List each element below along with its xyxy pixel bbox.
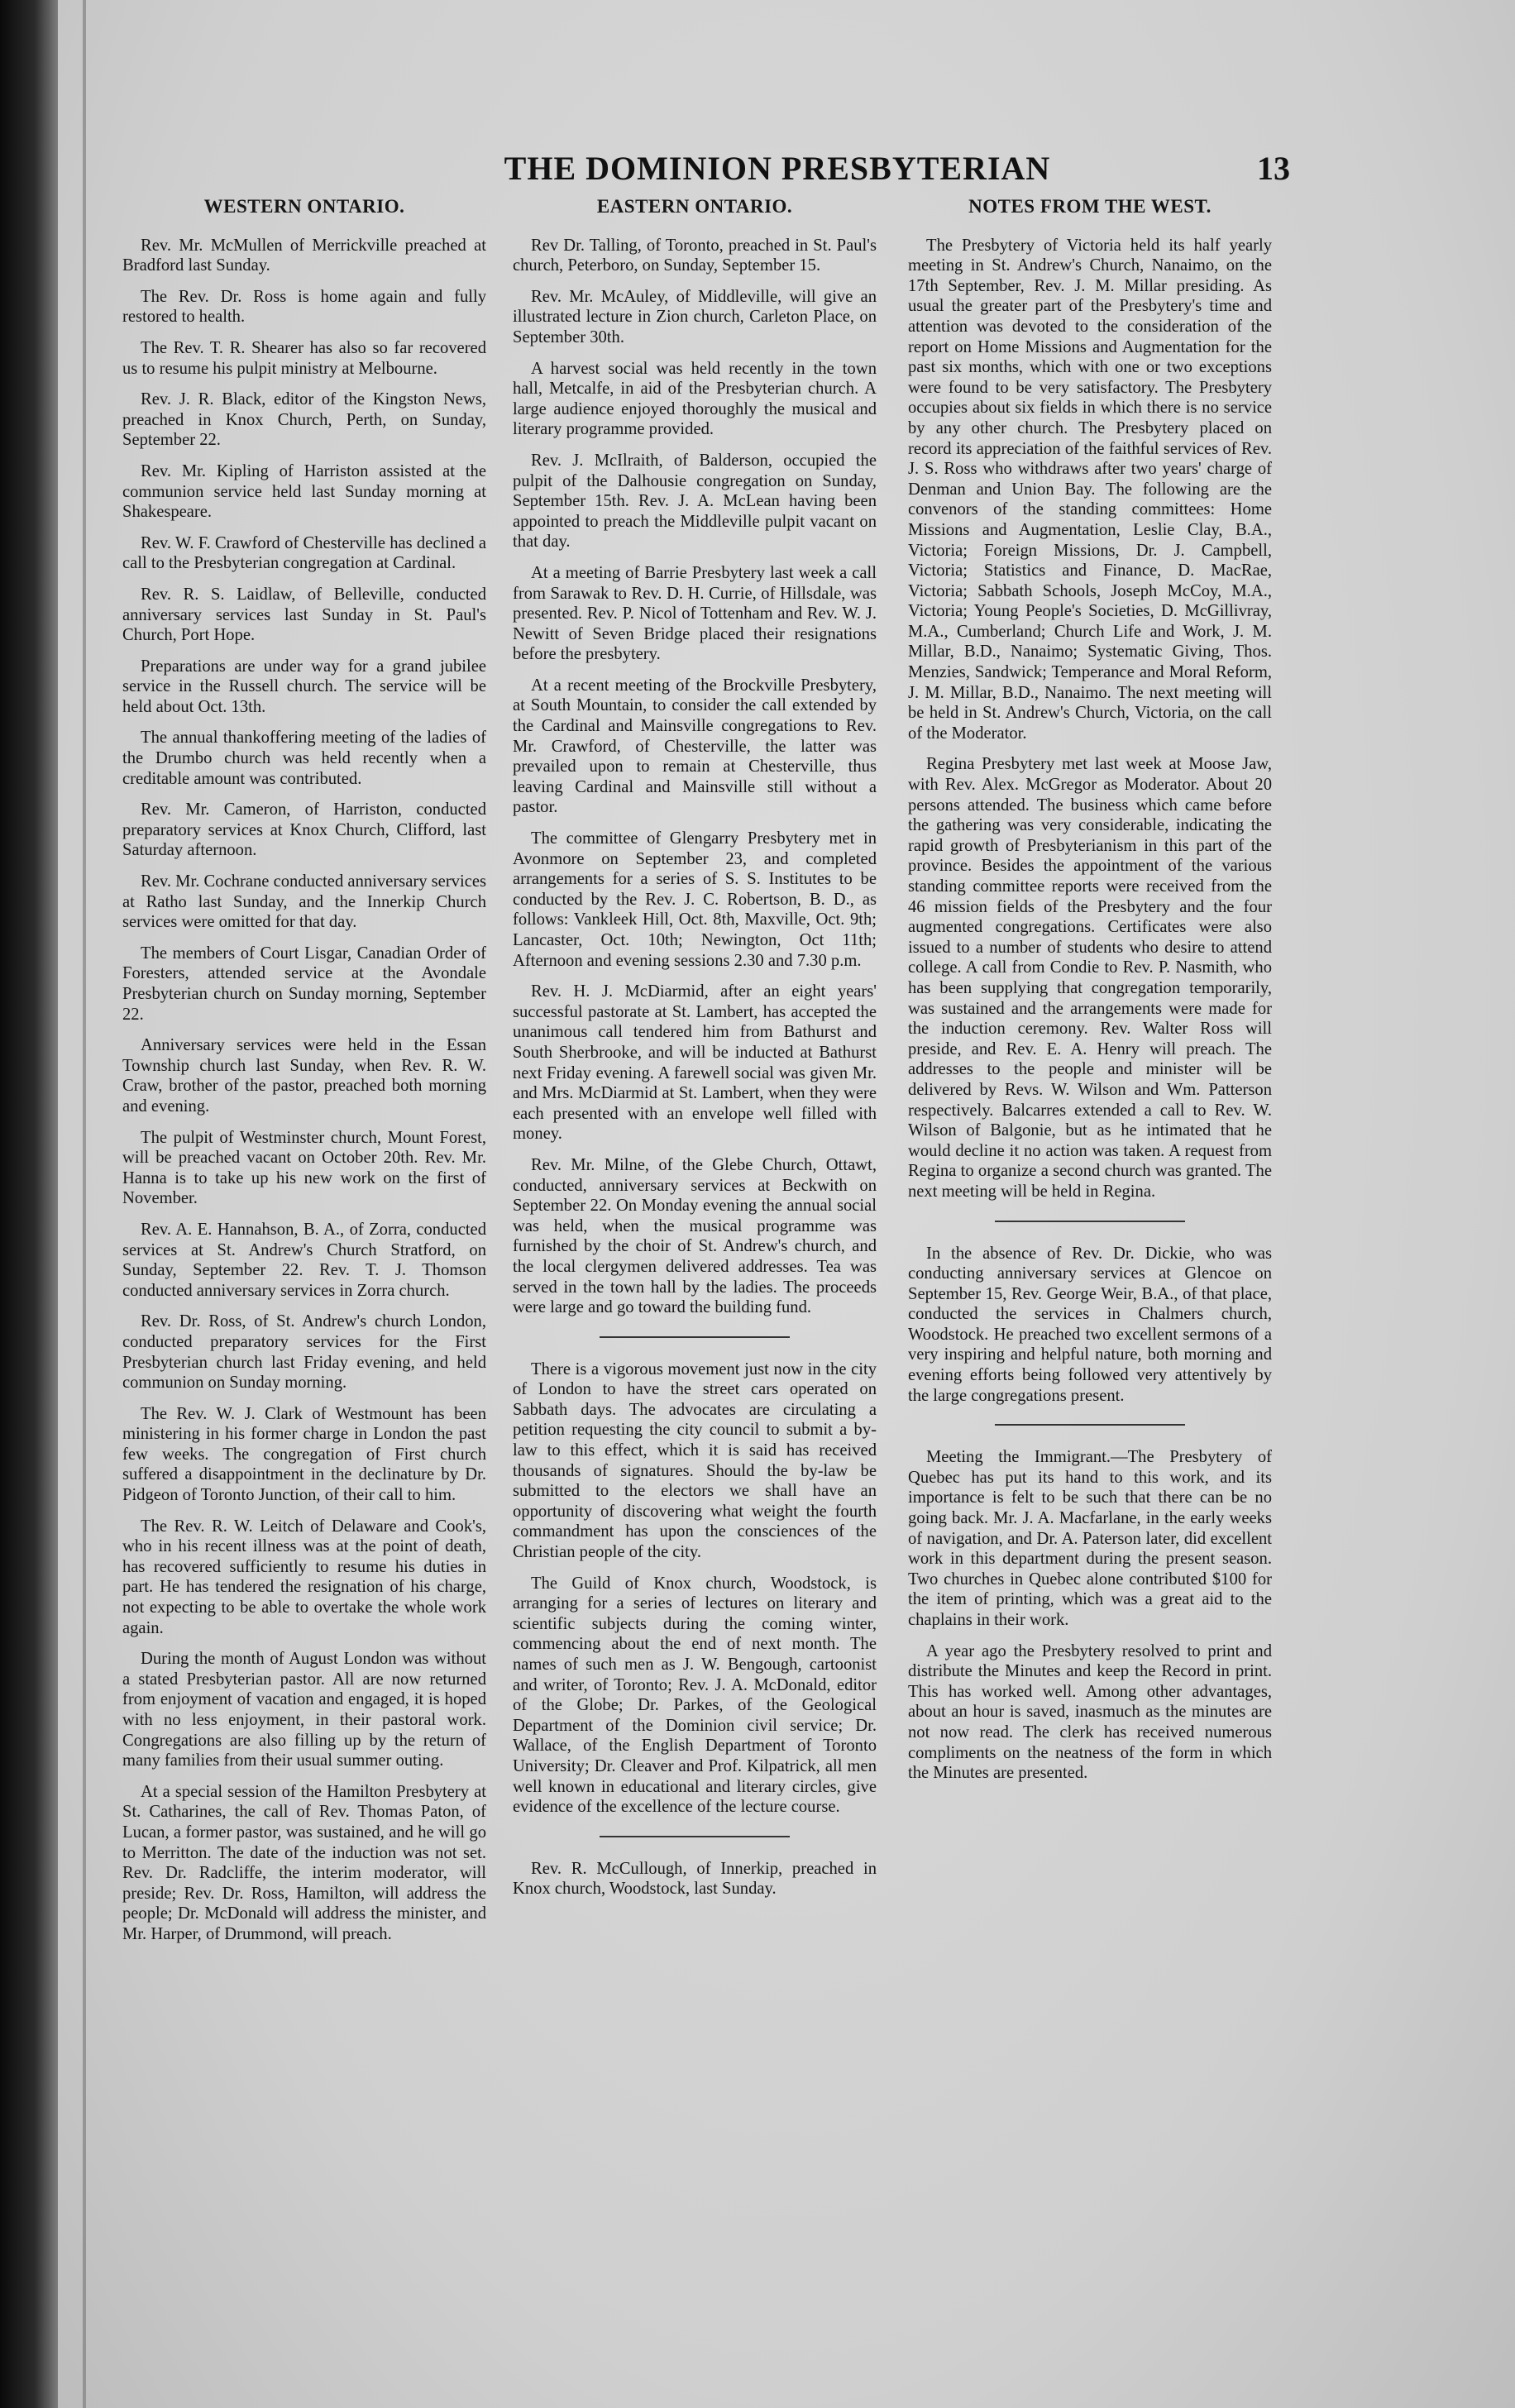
column-notes-from-the-west — [908, 197, 1272, 1794]
column-heading: NOTES FROM THE WEST. — [968, 196, 1212, 217]
article-paragraph: Rev. H. J. McDiarmid, after an eight years' successful pastorate at St. Lambert, has accepted the unanimous call tendered him from Bathurst and South Sherbrooke, and will be inducted at Bathurst next Friday evening. A farewell social was given Mr. and Mrs. McDiarmid at St. Lambert, when they were each presented with an envelope well filled with money. — [513, 982, 877, 1144]
article-paragraph: The Rev. W. J. Clark of Westmount has been ministering in his former charge in London the past few weeks. The congregation of First church suffered a disappointment in the declinature by Dr. Pidgeon of Toronto Junction, of their call to him. — [122, 1404, 486, 1505]
article-paragraph: In the absence of Rev. Dr. Dickie, who was conducting anniversary services at Glencoe on September 15, Rev. George Weir, B.A., of that place, conducted the services in Chalmers church, Woodstock. He preached two excellent sermons of a very inspiring and helpful nature, both morning and evening efforts being followed very attentively by the large congregations present. — [908, 1244, 1272, 1405]
article-paragraph: Meeting the Immigrant.—The Presbytery of Quebec has put its hand to this work, and its importance is felt to be such that there can be no going back. Mr. J. A. Macfarlane, in the early weeks of navigation, and Dr. A. Paterson later, did excellent work in this department during the present season. Two churches in Quebec alone contributed $100 for the item of printing, which was a great aid to the chaplains in their work. — [908, 1448, 1272, 1629]
article-paragraph: Rev. Mr. McAuley, of Middleville, will give an illustrated lecture in Zion church, Carleton Place, on September 30th. — [513, 287, 877, 346]
paragraph-list — [122, 236, 486, 1945]
article-paragraph: Rev. Mr. Milne, of the Glebe Church, Ottawt, conducted, anniversary services at Beckwith on September 22. On Monday evening the annual social was held, when the musical programme was furnished by the choir of St. Andrew's church, and the local clergymen delivered addresses. Tea was served in the town hall by the ladies. The proceeds were large and go toward the building fund. — [513, 1155, 877, 1317]
article-paragraph: Rev. Dr. Ross, of St. Andrew's church London, conducted preparatory services for the First Presbyterian church last Friday evening, and held communion on Sunday morning. — [122, 1312, 486, 1393]
column-eastern-ontario — [513, 197, 877, 1910]
article-paragraph: During the month of August London was without a stated Presbyterian pastor. All are now returned from enjoyment of vacation and engaged, it is hoped with no less enjoyment, in their pastoral work. Congregations are also filling up by the return of many families from their usual summer outing. — [122, 1650, 486, 1770]
article-paragraph: There is a vigorous movement just now in the city of London to have the street cars operated on Sabbath days. The advocates are circulating a petition requesting the city council to submit a by-law to this effect, which it is said has received thousands of signatures. Should the by-law be submitted to the electors we shall have an opportunity of discovering what weight the fourth commandment has upon the consciences of the Christian people of the city. — [513, 1359, 877, 1562]
paragraph-list — [513, 236, 877, 1318]
article-paragraph: Anniversary services were held in the Essan Township church last Sunday, when Rev. R. W. Craw, brother of the pastor, preached both morning and evening. — [122, 1036, 486, 1116]
column-western-ontario — [122, 197, 486, 1956]
section-divider — [600, 1336, 790, 1338]
paragraph-list — [513, 1859, 877, 1899]
article-paragraph: At a meeting of Barrie Presbytery last week a call from Sarawak to Rev. D. H. Currie, of Hillsdale, was presented. Rev. P. Nicol of Tottenham and Rev. W. J. Newitt of Seven Bridge placed their resignations before the presbytery. — [513, 563, 877, 664]
article-paragraph: Rev. Mr. Kipling of Harriston assisted at the communion service held last Sunday morning at Shakespeare. — [122, 461, 486, 522]
article-paragraph: The committee of Glengarry Presbytery met in Avonmore on September 23, and completed arrangements for a series of S. S. Institutes to be conducted by the Rev. J. C. Robertson, B. D., as follows: Vankleek Hill, Oct. 8th, Maxville, Oct. 9th; Lancaster, Oct. 10th; Newington, Oct 11th; Afternoon and evening sessions 2.30 and 7.30 p.m. — [513, 829, 877, 970]
article-paragraph: The pulpit of Westminster church, Mount Forest, will be preached vacant on October 20th. Rev. Mr. Hanna is to take up his new work on the first of November. — [122, 1128, 486, 1208]
article-paragraph: The Rev. R. W. Leitch of Delaware and Cook's, who in his recent illness was at the point of death, has recovered sufficiently to resume his duties in part. He has tendered the resignation of his charge, not expecting to be able to overtake the whole work again. — [122, 1517, 486, 1637]
article-paragraph: Rev. J. R. Black, editor of the Kingston News, preached in Knox Church, Perth, on Sunday, September 22. — [122, 390, 486, 450]
paragraph-list — [908, 236, 1272, 1202]
page-fold — [83, 0, 86, 2408]
article-paragraph: Rev. Mr. Cameron, of Harriston, conducted preparatory services at Knox Church, Clifford, last Saturday afternoon. — [122, 800, 486, 860]
article-paragraph: The Guild of Knox church, Woodstock, is arranging for a series of lectures on literary and scientific subjects during the coming winter, commencing about the end of next month. The names of such men as J. W. Bengough, cartoonist and writer, of Toronto; Rev. J. A. McDonald, editor of the Globe; Dr. Parkes, of the Geological Department of the Dominion civil service; Dr. Wallace, of the English Department of Toronto University; Dr. Cleaver and Prof. Kilpatrick, all men well known in educational and literary circles, give evidence of the excellence of the lecture course. — [513, 1574, 877, 1817]
section-divider — [995, 1221, 1185, 1222]
book-binding — [0, 0, 58, 2408]
article-paragraph: At a recent meeting of the Brockville Presbytery, at South Mountain, to consider the call extended by the Cardinal and Mainsville congregations to Rev. Mr. Crawford, of Chesterville, the latter was prevailed upon to remain at Chesterville, thus leaving Cardinal and Mainsville still without a pastor. — [513, 676, 877, 817]
column-heading: WESTERN ONTARIO. — [203, 196, 405, 217]
paragraph-list — [513, 1359, 877, 1818]
article-paragraph: Rev. R. S. Laidlaw, of Belleville, conducted anniversary services last Sunday in St. Paul's Church, Port Hope. — [122, 585, 486, 645]
column-heading: EASTERN ONTARIO. — [596, 196, 793, 217]
article-paragraph: Rev. A. E. Hannahson, B. A., of Zorra, conducted services at St. Andrew's Church Stratford, on Sunday, September 22. Rev. T. J. Thomson conducted anniversary services in Zorra church. — [122, 1220, 486, 1300]
article-paragraph: Preparations are under way for a grand jubilee service in the Russell church. The service will be held about Oct. 13th. — [122, 657, 486, 716]
article-paragraph: At a special session of the Hamilton Presbytery at St. Catharines, the call of Rev. Thomas Paton, of Lucan, a former pastor, was sustained, and he will go to Merritton. The date of the induction was not set. Rev. Dr. Radcliffe, the interim moderator, will preside; Rev. Dr. Ross, Hamilton, will address the people; Dr. McDonald will address the minister, and Mr. Harper, of Drummond, will preach. — [122, 1782, 486, 1943]
article-paragraph: Rev. R. McCullough, of Innerkip, preached in Knox church, Woodstock, last Sunday. — [513, 1859, 877, 1899]
article-paragraph: The Presbytery of Victoria held its half yearly meeting in St. Andrew's Church, Nanaimo, on the 17th September, Rev. J. M. Millar presiding. As usual the greater part of the Presbytery's time and attention was devoted to the consideration of the report on Home Missions and Augmentation for the past six months, which with one or two exceptions were found to be very satisfactory. The Presbytery occupies about six fields in which there is no service by any other church. The Presbytery placed on record its appreciation of the faithful services of Rev. J. S. Ross who withdraws after two years' charge of Denman and Union Bay. The following are the convenors of the standing committees: Home Missions and Augmentation, Leslie Clay, B.A., Victoria; Foreign Missions, Dr. J. Campbell, Victoria; Statistics and Finance, D. MacRae, Victoria; Sabbath Schools, Joseph McCoy, M.A., Victoria; Young People's Societies, D. McGillivray, M.A., Cumberland; Church Life and Work, J. M. Millar, B.D., Nanaimo; Systematic Giving, Thos. Menzies, Sandwick; Temperance and Moral Reform, J. M. Millar, B.D., Nanaimo. The next meeting will be held in St. Andrew's Church, Victoria, on the call of the Moderator. — [908, 236, 1272, 743]
paragraph-list — [908, 1447, 1272, 1784]
section-divider — [600, 1836, 790, 1837]
article-paragraph: Rev. Mr. McMullen of Merrickville preached at Bradford last Sunday. — [122, 236, 486, 275]
article-paragraph: Rev Dr. Talling, of Toronto, preached in St. Paul's church, Peterboro, on Sunday, September 15. — [513, 236, 877, 275]
paragraph-list — [908, 1244, 1272, 1407]
article-paragraph: The members of Court Lisgar, Canadian Order of Foresters, attended service at the Avondale Presbyterian church on Sunday morning, September 22. — [122, 944, 486, 1024]
article-paragraph: Rev. Mr. Cochrane conducted anniversary services at Ratho last Sunday, and the Innerkip Church services were omitted for that day. — [122, 872, 486, 932]
page-number: 13 — [1257, 150, 1290, 187]
article-paragraph: A year ago the Presbytery resolved to print and distribute the Minutes and keep the Record in print. This has worked well. Among other advantages, about an hour is saved, inasmuch as the minutes are not now read. The clerk has received numerous compliments on the neatness of the form in which the Minutes are presented. — [908, 1641, 1272, 1783]
article-paragraph: Rev. J. McIlraith, of Balderson, occupied the pulpit of the Dalhousie congregation on Sunday, September 15th. Rev. J. A. McLean having been appointed to preach the Middleville pulpit vacant on that day. — [513, 451, 877, 552]
masthead-title: THE DOMINION PRESBYTERIAN — [504, 150, 1051, 187]
article-paragraph: A harvest social was held recently in the town hall, Metcalfe, in aid of the Presbyterian church. A large audience enjoyed thoroughly the musical and literary programme provided. — [513, 359, 877, 439]
article-paragraph: Rev. W. F. Crawford of Chesterville has declined a call to the Presbyterian congregation at Cardinal. — [122, 533, 486, 573]
article-paragraph: The annual thankoffering meeting of the ladies of the Drumbo church was held recently when a creditable amount was contributed. — [122, 729, 486, 788]
article-paragraph: The Rev. T. R. Shearer has also so far recovered us to resume his pulpit ministry at Melbourne. — [122, 338, 486, 378]
article-paragraph: Regina Presbytery met last week at Moose Jaw, with Rev. Alex. McGregor as Moderator. About 20 persons attended. The business which came before the gathering was very considerable, indicating the rapid growth of Presbyterianism in this part of the province. Besides the appointment of the various standing committee reports were received from the 46 mission fields of the Presbytery and the four augmented congregations. Certificates were also issued to a number of students who desire to attend college. A call from Condie to Rev. P. Nasmith, who has been supplying that congregation temporarily, was sustained and the arrangements were made for the induction ceremony. Rev. Walter Ross will preside, and Rev. E. A. Henry will preach. The addresses to the people and minister will be delivered by Revs. W. Wilson and Wm. Patterson respectively. Balcarres extended a call to Rev. W. Wilson of Balgonie, but as he intimated that he would decline it no action was taken. A request from Regina to organize a second church was granted. The next meeting will be held in Regina. — [908, 755, 1272, 1201]
article-paragraph: The Rev. Dr. Ross is home again and fully restored to health. — [122, 287, 486, 327]
section-divider — [995, 1424, 1185, 1426]
